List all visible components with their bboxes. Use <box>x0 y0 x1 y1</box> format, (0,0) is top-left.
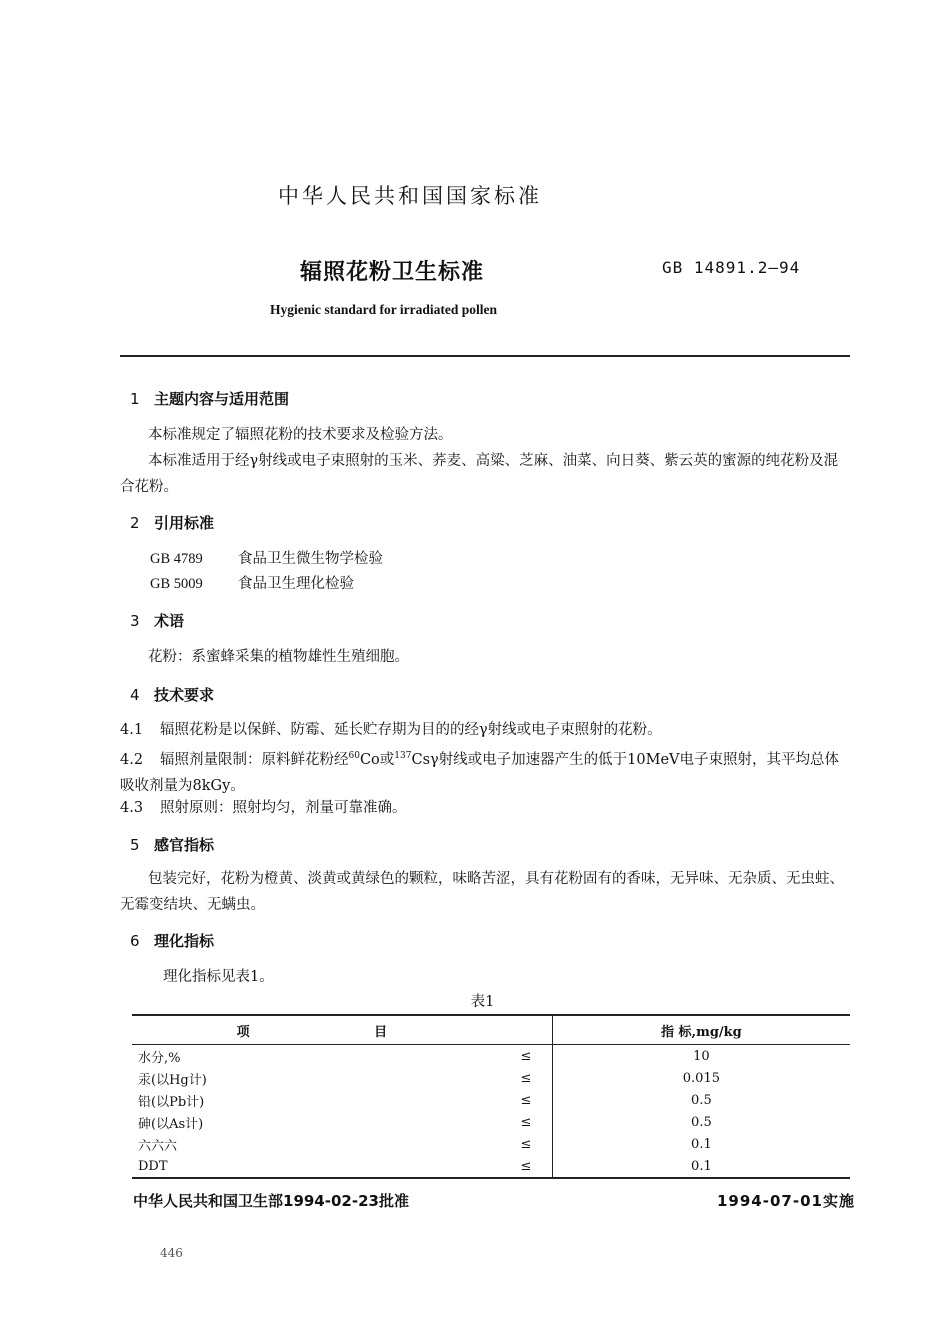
page-number: 446 <box>160 1246 183 1260</box>
section-1-heading <box>130 388 289 409</box>
row-name: 水分,% <box>138 1050 181 1066</box>
section-title: 术语 <box>154 612 185 630</box>
section-number: 4 <box>130 686 140 704</box>
row-operator: ≤ <box>500 1155 552 1178</box>
section-number: 2 <box>130 514 140 532</box>
approval-statement: 中华人民共和国卫生部1994-02-23批准 <box>133 1192 409 1210</box>
row-name: 六六六 <box>138 1138 178 1154</box>
effective-date: 1994-07-01实施 <box>717 1192 855 1210</box>
clause-text: Csγ射线或电子加速器产生的低于10MeV电子束照射，其平均总体吸收剂量为8kGy。 <box>120 751 840 794</box>
isotope-mass-137: 137 <box>394 751 412 761</box>
national-standard-header: 中华人民共和国国家标准 <box>278 184 542 208</box>
section-title: 理化指标 <box>154 932 215 950</box>
section-2-heading <box>130 512 214 533</box>
clause-text: 辐照剂量限制：原料鲜花粉经 <box>160 751 349 768</box>
row-operator: ≤ <box>500 1067 552 1089</box>
section-number: 1 <box>130 390 140 408</box>
row-name: DDT <box>132 1155 500 1178</box>
row-name: 铅(以Pb计) <box>138 1094 205 1110</box>
section-number: 6 <box>130 932 140 950</box>
row-value: 10 <box>693 1048 710 1064</box>
row-name: 汞(以Hg计) <box>138 1072 207 1088</box>
clause-text: 辐照花粉是以保鲜、防霉、延长贮存期为目的的经γ射线或电子束照射的花粉。 <box>160 722 662 738</box>
reference-code: GB 4789 <box>150 551 203 567</box>
row-value: 0.5 <box>691 1092 712 1108</box>
reference-title: 食品卫生理化检验 <box>238 576 354 592</box>
section-6-paragraph: 理化指标见表1。 <box>163 969 274 985</box>
standard-code: GB 14891.2—94 <box>662 258 801 277</box>
section-3-paragraph: 花粉：系蜜蜂采集的植物雄性生殖细胞。 <box>148 649 409 665</box>
clause-4-3 <box>120 795 850 821</box>
table-1 <box>132 1014 850 1179</box>
section-number: 5 <box>130 836 140 854</box>
section-3-heading <box>130 610 184 631</box>
table-row <box>132 1111 850 1133</box>
row-value: 0.015 <box>682 1070 720 1086</box>
row-value: 0.1 <box>552 1155 850 1178</box>
row-operator: ≤ <box>500 1045 552 1068</box>
clause-text: Co或 <box>359 751 395 768</box>
reference-code: GB 5009 <box>150 576 203 592</box>
section-number: 3 <box>130 612 140 630</box>
column-header-value: 指 标,mg/kg <box>552 1015 850 1045</box>
row-name: 砷(以As计) <box>138 1116 204 1132</box>
clause-text: 照射原则：照射均匀，剂量可靠准确。 <box>160 800 407 816</box>
document-title: 辐照花粉卫生标准 <box>300 260 485 285</box>
clause-number: 4.1 <box>120 722 144 738</box>
clause-4-2 <box>120 743 850 799</box>
section-1-paragraph-1: 本标准规定了辐照花粉的技术要求及检验方法。 <box>148 427 453 443</box>
reference-item <box>150 572 354 593</box>
section-title: 主题内容与适用范围 <box>154 390 290 408</box>
section-title: 引用标准 <box>154 514 215 532</box>
isotope-mass-60: 60 <box>348 751 360 761</box>
table-caption: 表1 <box>470 994 495 1010</box>
row-value: 0.5 <box>691 1114 712 1130</box>
header-divider <box>120 355 850 357</box>
table-row <box>132 1045 850 1068</box>
table-row <box>132 1089 850 1111</box>
reference-title: 食品卫生微生物学检验 <box>238 551 383 567</box>
reference-item <box>150 547 383 568</box>
section-6-heading <box>130 930 214 951</box>
table-header-row <box>132 1015 850 1045</box>
clause-4-1 <box>120 717 850 743</box>
section-4-heading <box>130 684 214 705</box>
row-operator: ≤ <box>500 1111 552 1133</box>
clause-number: 4.3 <box>120 800 144 816</box>
row-operator: ≤ <box>500 1089 552 1111</box>
table-row <box>132 1133 850 1155</box>
column-header-item: 项 目 <box>132 1015 552 1045</box>
section-1-paragraph-2: 本标准适用于经γ射线或电子束照射的玉米、荞麦、高粱、芝麻、油菜、向日葵、紫云英的蜜源的纯花粉及混合花粉。 <box>120 453 839 495</box>
section-5-paragraph: 包装完好，花粉为橙黄、淡黄或黄绿色的颗粒，味略苦涩，具有花粉固有的香味，无异味、无杂质、无虫蛀、无霉变结块、无螨虫。 <box>120 871 844 913</box>
section-5-heading <box>130 834 214 855</box>
section-title: 感官指标 <box>154 836 215 854</box>
table-row <box>132 1155 850 1178</box>
section-title: 技术要求 <box>154 686 215 704</box>
row-operator: ≤ <box>500 1133 552 1155</box>
english-title: Hygienic standard for irradiated pollen <box>270 302 498 317</box>
clause-number: 4.2 <box>120 751 144 768</box>
row-value: 0.1 <box>691 1136 712 1152</box>
table-row <box>132 1067 850 1089</box>
